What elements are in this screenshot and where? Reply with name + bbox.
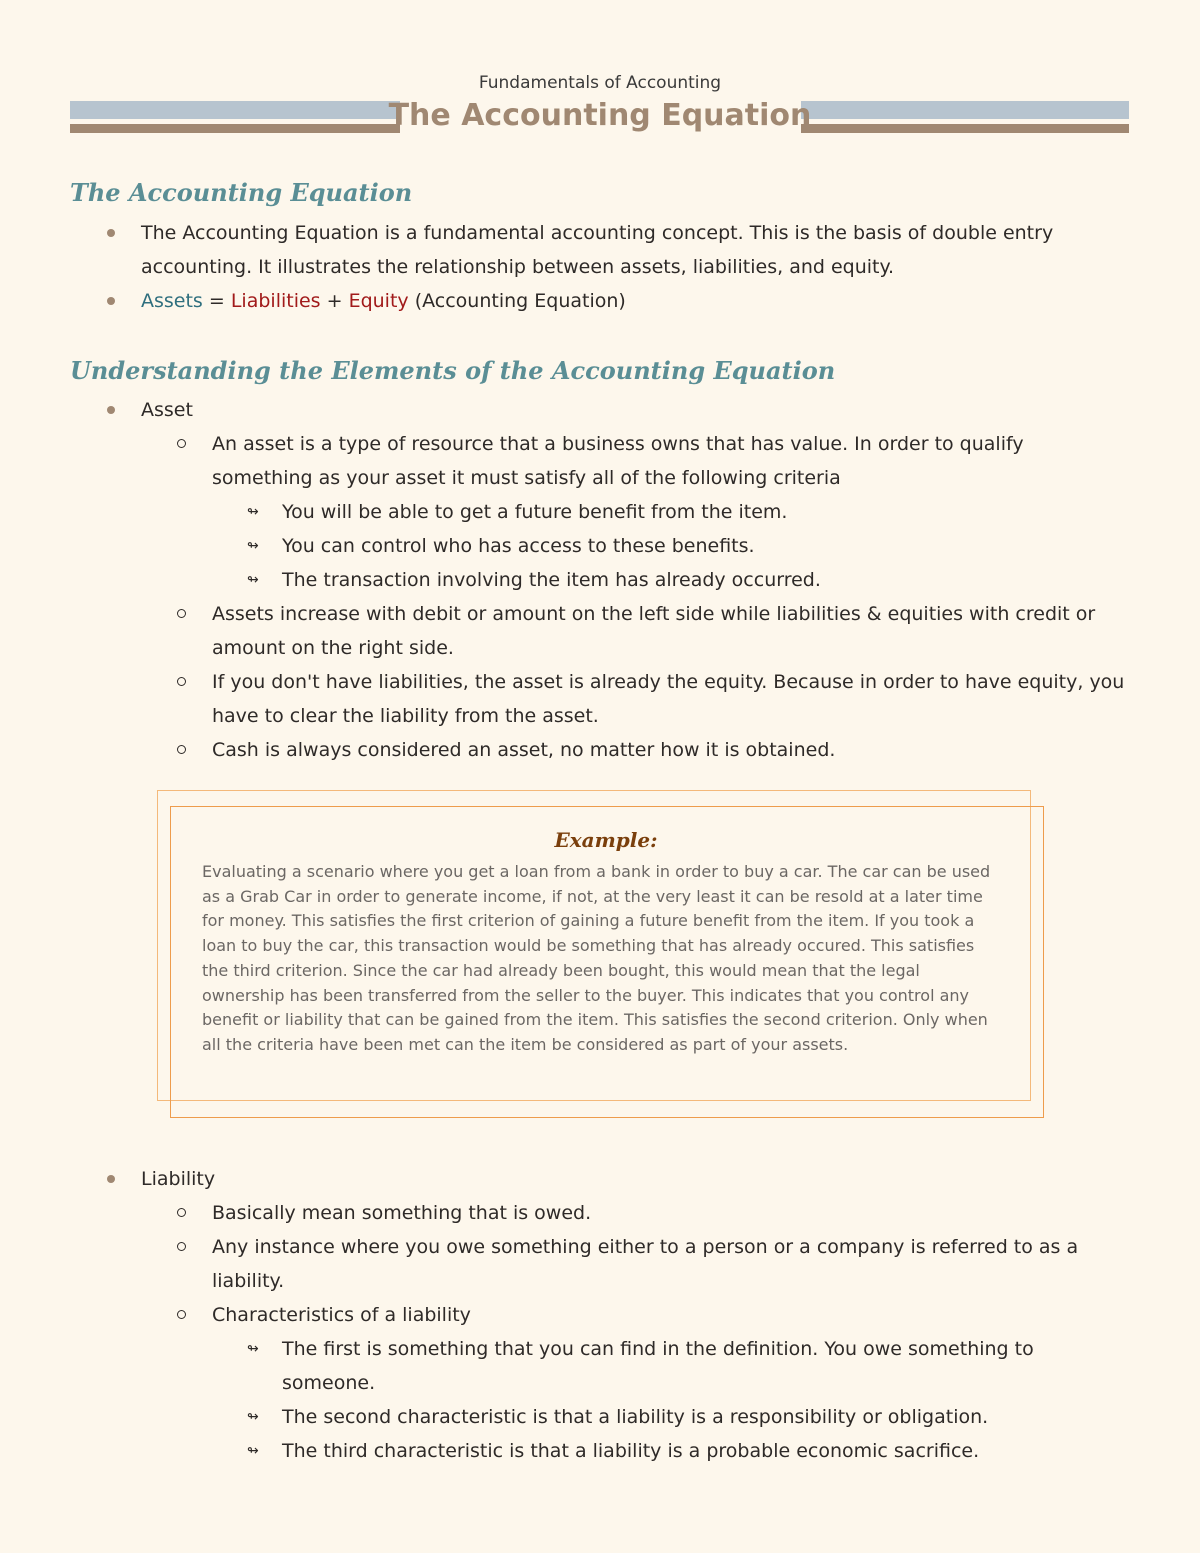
document-title: The Accounting Equation <box>388 98 812 133</box>
list-item <box>0 1298 1130 1332</box>
curved-arrow-icon: ↬ <box>247 538 259 554</box>
bullet-icon <box>107 406 115 414</box>
list-item-text: The Accounting Equation is a fundamental accounting concept. This is the basis of double entry accounting. It illustrates the relationship between assets, liabilities, and equity. <box>141 222 1054 278</box>
list-item-text: Liability <box>141 1168 216 1190</box>
equation-suffix: (Accounting Equation) <box>408 290 626 312</box>
circle-bullet-icon <box>177 1310 186 1319</box>
list-item <box>0 1230 1130 1298</box>
list-item-text: An asset is a type of resource that a business owns that has value. In order to qualify something as your asset it must satisfy all of the following criteria <box>212 433 1024 489</box>
list-item-text: Asset <box>141 399 193 421</box>
circle-bullet-icon <box>177 609 186 618</box>
example-body: Evaluating a scenario where you get a loan from a bank in order to buy a car. The car can be used as a Grab Car in order to generate income, if not, at the very least it can be resold at a later time for money. This satisfies the first criterion of gaining a future benefit from the item. If you took a loan to buy the car, this transaction would be something that has already occured. This satisfies the third criterion. Since the car had already been bought, this would mean that the legal ownership has been transferred from the seller to the buyer. This indicates that you control any benefit or liability that can be gained from the item. This satisfies the second criterion. Only when all the criteria have been met can the item be considered as part of your assets. <box>202 862 991 1054</box>
asset-list <box>0 393 1130 767</box>
equation-item <box>0 284 1130 318</box>
section-heading: The Accounting Equation <box>70 178 413 207</box>
equation-liabilities: Liabilities <box>230 290 321 312</box>
list-item-text: The third characteristic is that a liability is a probable economic sacrifice. <box>282 1440 980 1462</box>
list-item-liability <box>0 1162 1130 1196</box>
list-item <box>0 665 1130 733</box>
equation-equity: Equity <box>348 290 409 312</box>
circle-bullet-icon <box>177 1208 186 1217</box>
list-item <box>0 529 1130 563</box>
list-item-asset <box>0 393 1130 427</box>
list-item <box>0 1196 1130 1230</box>
circle-bullet-icon <box>177 745 186 754</box>
curved-arrow-icon: ↬ <box>247 1341 259 1357</box>
document-subtitle: Fundamentals of Accounting <box>478 73 722 93</box>
list-item <box>0 216 1130 284</box>
circle-bullet-icon <box>177 1242 186 1251</box>
curved-arrow-icon: ↬ <box>247 1409 259 1425</box>
bullet-icon <box>107 229 115 237</box>
list-item-text: Any instance where you owe something either to a person or a company is referred to as a liability. <box>212 1236 1079 1292</box>
bullet-icon <box>107 1175 115 1183</box>
list-item-text: Cash is always considered an asset, no matter how it is obtained. <box>212 739 836 761</box>
list-item <box>0 1434 1130 1468</box>
section-heading: Understanding the Elements of the Accounting Equation <box>70 356 836 385</box>
list-item-text: If you don't have liabilities, the asset is already the equity. Because in order to have equity, you have to clear the liability from the asset. <box>212 671 1125 727</box>
example-title: Example: <box>554 828 658 852</box>
liability-list <box>0 1162 1130 1468</box>
list-item-text: Assets increase with debit or amount on the left side while liabilities & equities with credit or amount on the right side. <box>212 603 1096 659</box>
curved-arrow-icon: ↬ <box>247 504 259 520</box>
curved-arrow-icon: ↬ <box>247 1443 259 1459</box>
equation-plus: + <box>320 290 349 312</box>
list-item <box>0 1332 1130 1400</box>
list-item-text: The second characteristic is that a liability is a responsibility or obligation. <box>282 1406 989 1428</box>
list-item <box>0 427 1130 495</box>
list-item-text: You will be able to get a future benefit from the item. <box>282 501 788 523</box>
list-item-text: You can control who has access to these benefits. <box>282 535 755 557</box>
list-item <box>0 597 1130 665</box>
list-item-text: Characteristics of a liability <box>212 1304 471 1326</box>
circle-bullet-icon <box>177 677 186 686</box>
list-item <box>0 495 1130 529</box>
circle-bullet-icon <box>177 439 186 448</box>
section1-list <box>0 216 1130 318</box>
list-item <box>0 733 1130 767</box>
list-item <box>0 1400 1130 1434</box>
list-item-text: The first is something that you can find in the definition. You owe something to someone. <box>282 1338 1034 1394</box>
equation-equals: = <box>202 290 231 312</box>
equation-assets: Assets <box>141 290 203 312</box>
list-item-text: The transaction involving the item has already occurred. <box>282 569 821 591</box>
list-item-text: Basically mean something that is owed. <box>212 1202 592 1224</box>
bullet-icon <box>107 297 115 305</box>
curved-arrow-icon: ↬ <box>247 572 259 588</box>
list-item <box>0 563 1130 597</box>
